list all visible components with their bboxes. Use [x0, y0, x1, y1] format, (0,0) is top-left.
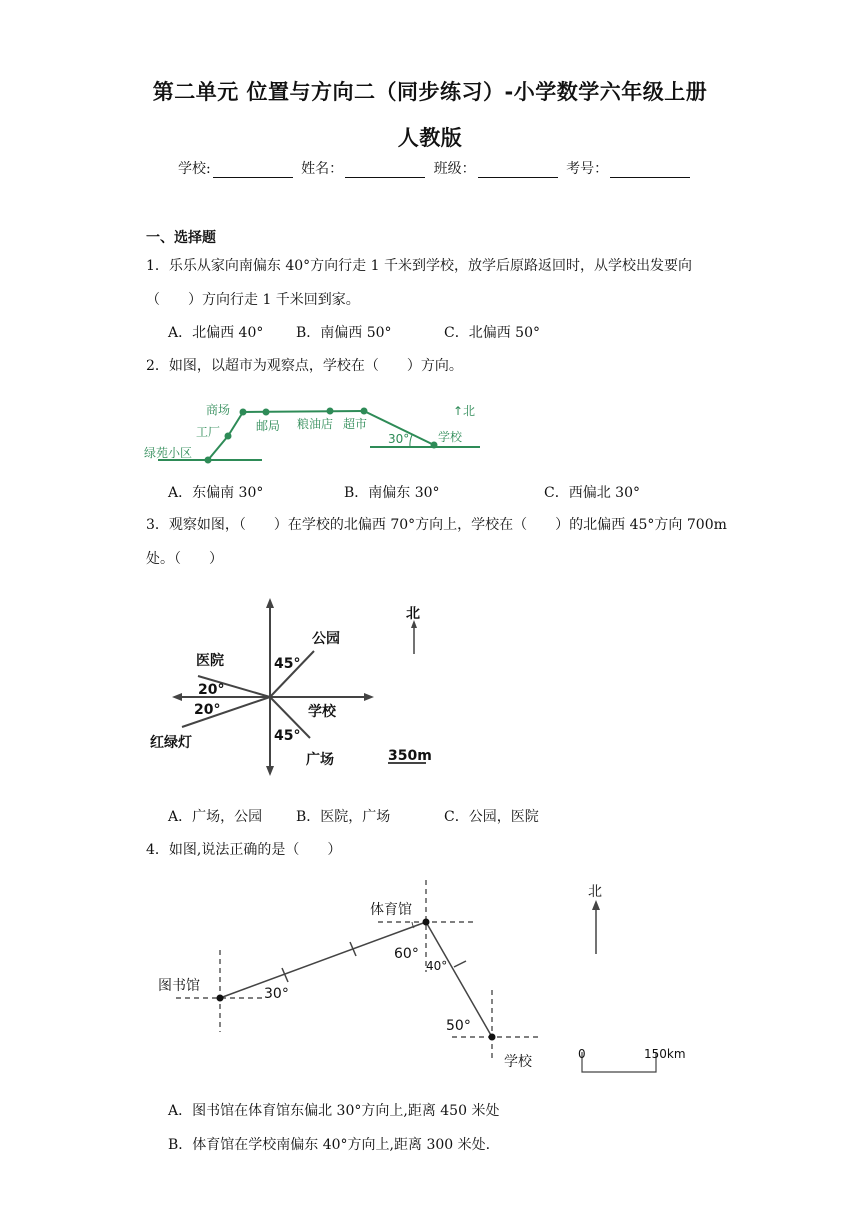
q4-angle-60: 60° [394, 946, 419, 962]
name-blank[interactable] [345, 163, 425, 178]
q3-angle-1: 45° [274, 656, 301, 672]
page-subtitle: 人教版 [397, 126, 463, 150]
question-1-line2: （ ）方向行走 1 千米回到家。 [146, 292, 360, 308]
q4-angle-50: 50° [446, 1018, 471, 1034]
q3-angle-3: 20° [194, 702, 221, 718]
q2-label-mall: 商场 [206, 403, 231, 417]
name-label: 姓名： [301, 161, 344, 177]
q2-figure [140, 395, 500, 470]
q3-label-north: 北 [406, 606, 420, 622]
q2-option-a[interactable]: A．东偏南 30° [168, 485, 264, 501]
q2-label-factory: 工厂 [196, 425, 221, 439]
q2-label-community: 绿苑小区 [144, 446, 193, 460]
question-3-line1: 3．观察如图，（ ）在学校的北偏西 70°方向上，学校在（ ）的北偏西 45°方向 700m [146, 517, 727, 533]
q4-scale-zero: 0 [578, 1047, 586, 1061]
q1-option-c[interactable]: C．北偏西 50° [444, 325, 540, 341]
q3-option-c[interactable]: C．公园，医院 [444, 809, 539, 825]
q4-label-school: 学校 [504, 1054, 532, 1070]
section-heading: 一、选择题 [146, 230, 216, 246]
q2-label-school: 学校 [438, 430, 463, 444]
school-blank[interactable] [213, 163, 293, 178]
q3-label-school: 学校 [308, 704, 336, 720]
q3-angle-2: 20° [198, 682, 225, 698]
class-blank[interactable] [478, 163, 558, 178]
exam-no-blank[interactable] [610, 163, 690, 178]
q3-scale: 350m [388, 748, 432, 764]
q4-option-b[interactable]: B．体育馆在学校南偏东 40°方向上,距离 300 米处. [168, 1137, 491, 1153]
class-label: 班级： [433, 161, 476, 177]
q1-option-b[interactable]: B．南偏西 50° [296, 325, 392, 341]
q3-figure [140, 596, 460, 781]
exam-no-label: 考号： [566, 161, 609, 177]
q3-label-lights: 红绿灯 [150, 735, 192, 751]
q2-label-grain: 粮油店 [297, 417, 334, 431]
question-4-line1: 4．如图,说法正确的是（ ） [146, 842, 342, 858]
q4-option-a[interactable]: A．图书馆在体育馆东偏北 30°方向上,距离 450 米处 [168, 1103, 500, 1119]
question-1-line1: 1．乐乐从家向南偏东 40°方向行走 1 千米到学校，放学后原路返回时，从学校出发要向 [146, 258, 692, 274]
q2-option-b[interactable]: B．南偏东 30° [344, 485, 440, 501]
q2-label-market: 超市 [343, 417, 368, 431]
q3-label-park: 公园 [312, 631, 340, 647]
page-title: 第二单元 位置与方向二（同步练习）-小学数学六年级上册 [152, 80, 708, 104]
q4-angle-40: 40° [426, 959, 448, 973]
question-2-line1: 2．如图，以超市为观察点，学校在（ ）方向。 [146, 358, 463, 374]
q3-label-square: 广场 [306, 752, 334, 768]
q4-label-library: 图书馆 [158, 978, 200, 994]
q2-label-north: ↑北 [453, 404, 476, 418]
q2-label-post: 邮局 [256, 419, 281, 433]
q3-option-a[interactable]: A．广场，公园 [168, 809, 263, 825]
q4-label-north: 北 [588, 884, 602, 900]
q2-label-angle: 30° [388, 432, 410, 446]
q1-option-a[interactable]: A．北偏西 40° [168, 325, 264, 341]
school-label: 学校: [178, 161, 211, 177]
q3-option-b[interactable]: B．医院，广场 [296, 809, 391, 825]
q3-label-hospital: 医院 [196, 653, 224, 669]
q4-angle-30: 30° [264, 986, 289, 1002]
q4-scale-km: 150km [644, 1047, 686, 1061]
student-info-line [178, 158, 694, 178]
q4-figure [150, 872, 710, 1082]
q2-option-c[interactable]: C．西偏北 30° [544, 485, 640, 501]
q3-angle-4: 45° [274, 728, 301, 744]
q4-label-stadium: 体育馆 [370, 902, 412, 918]
question-3-line2: 处。（ ） [146, 551, 223, 567]
